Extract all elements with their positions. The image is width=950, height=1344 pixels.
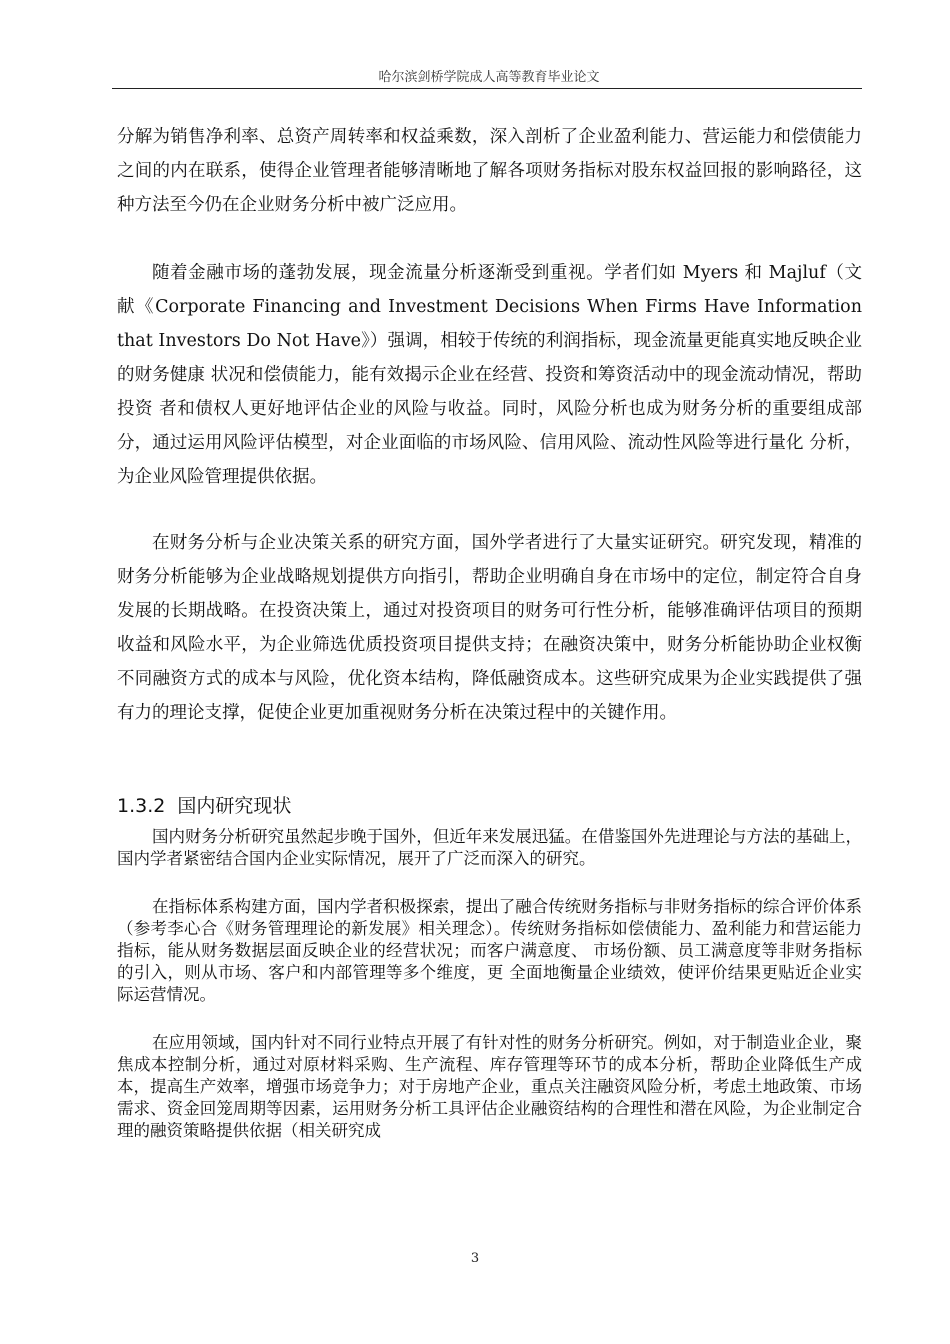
section-heading bbox=[117, 791, 291, 818]
paragraph-3: 在财务分析与企业决策关系的研究方面，国外学者进行了大量实证研究。研究发现，精准的财务分析能够为企业战略规划提供方向指引，帮助企业明确自身在市场中的定位，制定符合自身发展的长期战略。在投资决策上，通过对投资项目的财务可行性分析，能够准确评估项目的预期收益和风险水平，为企业筛选优质投资项目提供支持；在融资决策中，财务分析能协助企业权衡不同融资方式的成本与风险，优化资本结构，降低融资成本。这些研究成果为企业实践提供了强有力的理论支撑，促使企业更加重视财务分析在决策过程中的关键作用。 bbox=[117, 533, 862, 723]
paragraph-1: 分解为销售净利率、总资产周转率和权益乘数，深入剖析了企业盈利能力、营运能力和偿债能力之间的内在联系，使得企业管理者能够清晰地了解各项财务指标对股东权益回报的影响路径，这种方法至今仍在企业财务分析中被广泛应用。 bbox=[117, 127, 862, 215]
paragraph-6: 在应用领域，国内针对不同行业特点开展了有针对性的财务分析研究。例如，对于制造业企业，聚焦成本控制分析，通过对原材料采购、生产流程、库存管理等环节的成本分析，帮助企业降低生产成本，提高生产效率，增强市场竞争力；对于房地产企业，重点关注融资风险分析，考虑土地政策、市场需求、资金回笼周期等因素，运用财务分析工具评估企业融资结构的合理性和潜在风险，为企业制定合理的融资策略提供依据（相关研究成 bbox=[117, 1033, 862, 1140]
section-title: 国内研究现状 bbox=[177, 795, 292, 817]
paragraph-5: 在指标体系构建方面，国内学者积极探索，提出了融合传统财务指标与非财务指标的综合评价体系（参考李心合《财务管理理论的新发展》相关理念）。传统财务指标如偿债能力、盈利能力和营运能力指标，能从财务数据层面反映企业的经营状况；而客户满意度、 市场份额、员工满意度等非财务指标的引入，则从市场、客户和内部管理等多个维度，更 全面地衡量企业绩效，使评价结果更贴近企业实际运营情况。 bbox=[117, 897, 862, 1004]
paragraph-4: 国内财务分析研究虽然起步晚于国外，但近年来发展迅猛。在借鉴国外先进理论与方法的基础上，国内学者紧密结合国内企业实际情况，展开了广泛而深入的研究。 bbox=[117, 827, 862, 868]
section-number: 1.3.2 bbox=[117, 795, 166, 817]
paragraph-2: 随着金融市场的蓬勃发展，现金流量分析逐渐受到重视。学者们如 Myers 和 Majluf（文 献《Corporate Financing and Investment Decisions When Firms Have Information that Investors Do Not Have》）强调，相较于传统的利润指标，现金流量更能真实地反映企业的财务健康 状况和偿债能力，能有效揭示企业在经营、投资和筹资活动中的现金流动情况，帮助投资 者和债权人更好地评估企业的风险与收益。同时，风险分析也成为财务分析的重要组成部 分，通过运用风险评估模型，对企业面临的市场风险、信用风险、流动性风险等进行量化 分析，为企业风险管理提供依据。 bbox=[117, 263, 862, 487]
page-number: 3 bbox=[470, 1251, 480, 1266]
running-header: 哈尔滨剑桥学院成人高等教育毕业论文 bbox=[378, 70, 600, 85]
header-divider bbox=[112, 88, 862, 89]
